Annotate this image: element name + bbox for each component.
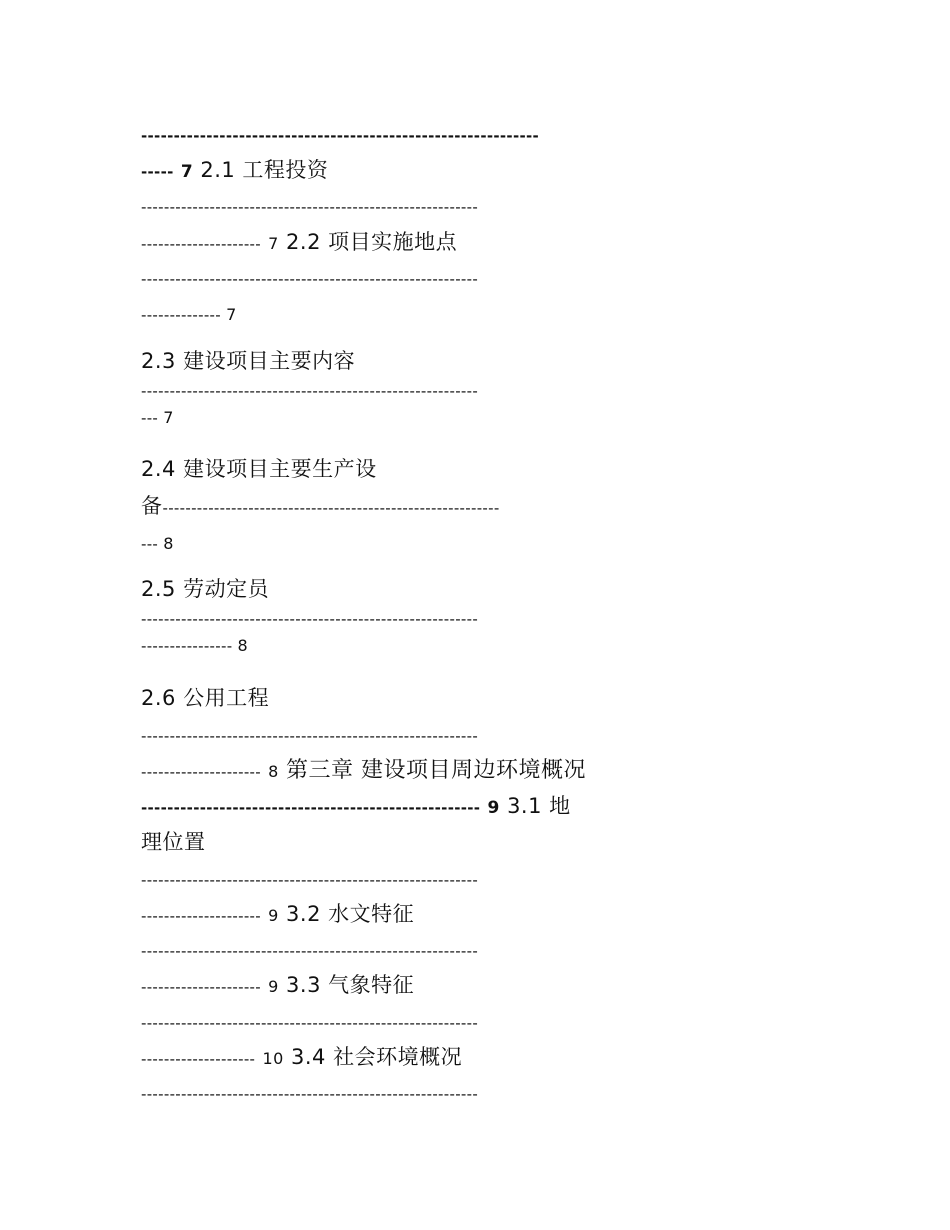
dot-leader: --- [141,409,159,427]
dot-leader: ---------------- [141,637,233,655]
toc-entry-3-2[interactable] [141,901,414,929]
toc-leader-line [141,123,539,149]
toc-entry-2-6[interactable] [141,685,269,711]
toc-entry-2-4-cont[interactable] [141,493,500,521]
toc-leader-line [141,266,478,292]
toc-leader-line [141,1081,478,1107]
dot-leader: ----------------------------------------------------------- [162,499,500,517]
dot-leader: ----------------------------------------------------------- [141,871,479,889]
toc-leader-line [141,378,478,404]
toc-leader-line [141,633,248,659]
dot-leader: ----------------------------------------------------------- [141,270,479,288]
toc-leader-line [141,194,478,220]
dot-leader: ----------------------------------------------------------- [141,610,479,628]
page-number: 7 [180,162,194,182]
toc-entry-2-3[interactable] [141,348,355,374]
entry-title: 3.2 水文特征 [286,902,415,926]
toc-leader-line [141,531,174,557]
entry-title: 3.3 气象特征 [286,973,415,997]
dot-leader: -------------- [141,306,221,324]
toc-leader-line [141,867,478,893]
toc-leader-line [141,302,237,328]
dot-leader: ----------------------------------------------------------- [141,382,479,400]
entry-title: 2.4 建设项目主要生产设 [141,457,377,481]
entry-title: 理位置 [141,830,206,854]
page-number: 10 [262,1049,284,1068]
toc-entry-3-3[interactable] [141,972,414,1000]
entry-title: 备 [141,494,163,518]
toc-entry-chapter-3[interactable] [141,757,586,785]
dot-leader: ----------------------------------------------------------- [141,1014,479,1032]
toc-leader-line [141,938,478,964]
dot-leader: ------------------------------------------------------------- [141,127,540,145]
page-number: 8 [268,762,279,781]
toc-leader-line [141,606,478,632]
dot-leader: ----------------------------------------------------------- [141,727,479,745]
dot-leader: ---------------------------------------------------- [141,799,481,817]
dot-leader: --------------------- [141,978,261,996]
dot-leader: ----- [141,163,174,181]
toc-entry-2-1[interactable] [141,157,328,185]
toc-entry-3-1[interactable] [141,793,571,821]
entry-title: 3.1 地 [507,794,571,818]
dot-leader: -------------------- [141,1050,256,1068]
page-number: 9 [268,906,279,925]
page-number: 7 [226,305,237,324]
toc-leader-line [141,723,478,749]
chapter-title: 第三章 建设项目周边环境概况 [286,758,587,783]
toc-entry-3-1-cont[interactable] [141,829,206,855]
page-number: 8 [163,534,174,553]
dot-leader: --------------------- [141,763,261,781]
dot-leader: --------------------- [141,235,261,253]
dot-leader: ----------------------------------------------------------- [141,1085,479,1103]
page-number: 7 [268,234,279,253]
entry-title: 2.1 工程投资 [200,158,329,182]
dot-leader: --------------------- [141,907,261,925]
dot-leader: ----------------------------------------------------------- [141,198,479,216]
dot-leader: ----------------------------------------------------------- [141,942,479,960]
page-number: 9 [268,977,279,996]
toc-entry-3-4[interactable] [141,1044,462,1072]
entry-title: 2.3 建设项目主要内容 [141,349,356,373]
toc-entry-2-5[interactable] [141,576,269,602]
entry-title: 2.6 公用工程 [141,686,270,710]
dot-leader: --- [141,535,159,553]
toc-leader-line [141,1010,478,1036]
entry-title: 3.4 社会环境概况 [291,1045,463,1069]
toc-entry-2-4[interactable] [141,456,377,482]
page-number: 8 [237,636,248,655]
page-number: 9 [487,798,500,818]
entry-title: 2.5 劳动定员 [141,577,270,601]
entry-title: 2.2 项目实施地点 [286,230,458,254]
toc-leader-line [141,405,174,431]
toc-entry-2-2[interactable] [141,229,457,257]
page-number: 7 [163,408,174,427]
